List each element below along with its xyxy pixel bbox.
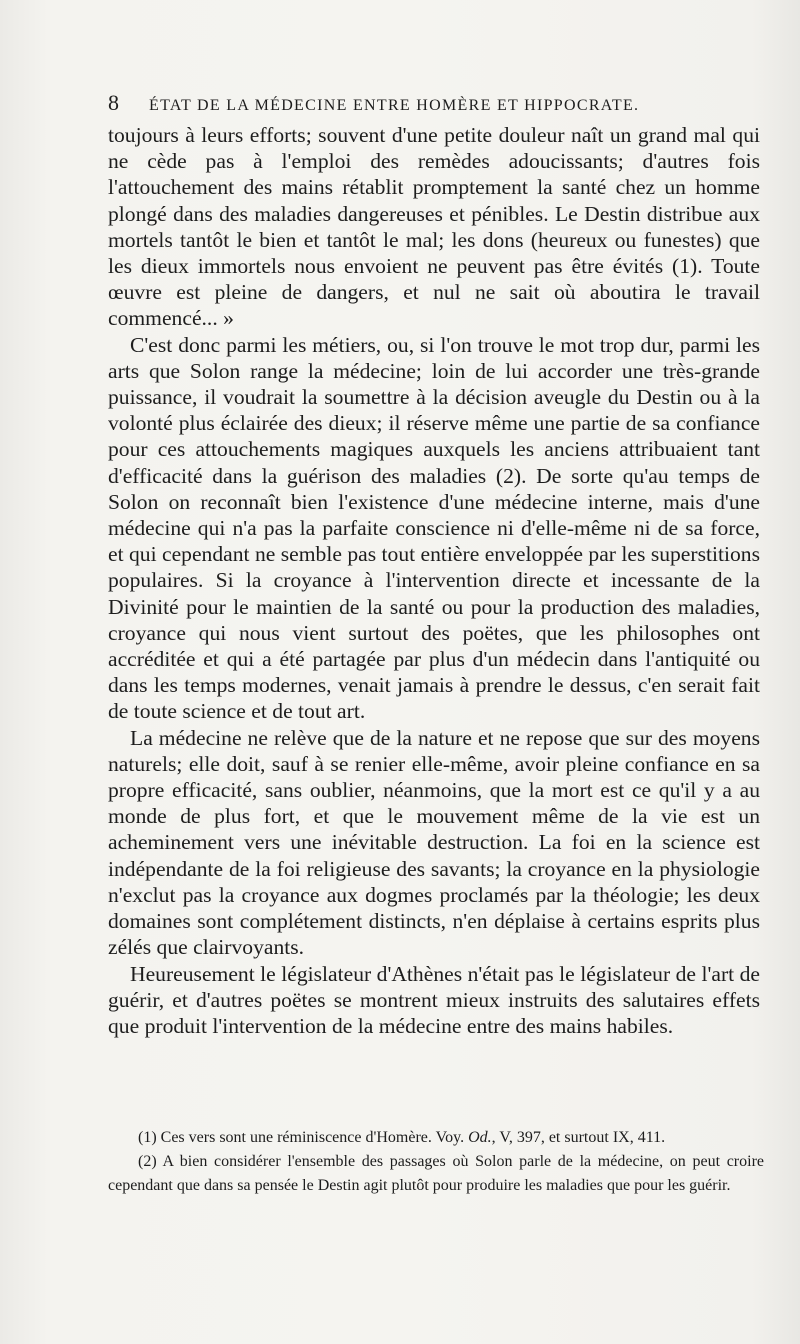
footnote-2: (2) A bien considérer l'ensemble des passages où Solon parle de la médecine, on peut croire cependant que dans sa pensée le Destin agit plutôt pour produire les maladies que pour les guérir. (108, 1153, 764, 1194)
paragraph-solon: C'est donc parmi les métiers, ou, si l'on trouve le mot trop dur, parmi les arts que Solon range la médecine; loin de lui accorder une très-grande puissance, il voudrait la soumettre à la décision aveugle du Destin ou à la volonté plus éclairée des dieux; il réserve même une partie de sa confiance pour ces attouchements magiques auxquels les anciens attribuaient tant d'efficacité dans la guérison des maladies (2). De sorte qu'au temps de Solon on reconnaît bien l'existence d'une médecine interne, mais d'une médecine qui n'a pas la parfaite conscience ni d'elle-même ni de sa force, et qui cependant ne semble pas tout entière enveloppée par les superstitions populaires. Si la croyance à l'intervention directe et incessante de la Divinité pour le maintien de la santé ou pour la production des maladies, croyance qui nous vient surtout des poëtes, que les philosophes ont accréditée et qui a été partagée par plus d'un médecin dans l'antiquité ou dans les temps modernes, venait jamais à prendre le dessus, c'en serait fait de toute science et de tout art. (108, 332, 760, 724)
paragraph-continuation: toujours à leurs efforts; souvent d'une petite douleur naît un grand mal qui ne cède pas à l'emploi des remèdes adoucissants; d'autres fois l'attouchement des mains rétablit promptement la santé chez un homme plongé dans des maladies dangereuses et pénibles. Le Destin distribue aux mortels tantôt le bien et tantôt le mal; les dons (heureux ou funestes) que les dieux immortels nous envoient ne peuvent pas être évités (1). Toute œuvre est pleine de dangers, et nul ne sait où aboutira le travail commencé... » (108, 123, 760, 331)
running-title: ÉTAT DE LA MÉDECINE ENTRE HOMÈRE ET HIPPOCRATE. (149, 97, 640, 114)
footnote-1-text: (1) Ces vers sont une réminiscence d'Homère. Voy. (138, 1129, 469, 1146)
footnote-1 (108, 1126, 764, 1150)
footnote-1-odyssey: Od. (468, 1129, 492, 1146)
footnote-1-reference: , V, 397, et surtout IX, 411. (491, 1129, 666, 1146)
main-text (108, 122, 760, 1039)
paragraph-legislator: Heureusement le législateur d'Athènes n'était pas le législateur de l'art de guérir, et d'autres poëtes se montrent mieux instruits des salutaires effets que produit l'intervention de la médecine entre des mains habiles. (108, 961, 760, 1038)
paragraph-medicine-nature: La médecine ne relève que de la nature et ne repose que sur des moyens naturels; elle doit, sauf à se renier elle-même, avoir pleine confiance en sa propre efficacité, sans oublier, néanmoins, que la mort est ce qu'il y a au monde de plus fort, et que le mouvement même de la vie est un acheminement vers une inévitable destruction. La foi en la science est indépendante de la foi religieuse des savants; la croyance en la physiologie n'exclut pas la croyance aux dogmes proclamés par la théologie; les deux domaines sont complétement distincts, n'en déplaise à certains esprits plus zélés que clairvoyants. (108, 725, 760, 960)
page-header (108, 90, 768, 116)
page-number: 8 (108, 90, 119, 115)
footnotes (108, 1126, 764, 1198)
